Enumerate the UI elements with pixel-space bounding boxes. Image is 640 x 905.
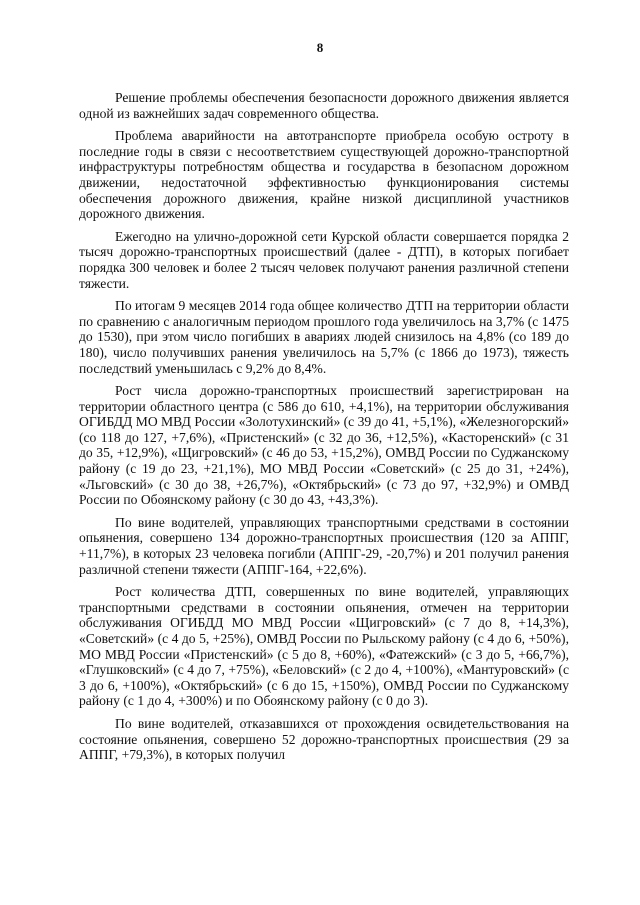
paragraph-nine-months-2014: По итогам 9 месяцев 2014 года общее количество ДТП на территории области по сравнению с аналогичным периодом прошлого года увеличилось на 3,7% (с 1475 до 1530), при этом число погибших в авариях людей снизилось на 4,8% (со 189 до 180), число получивших ранения увеличилось на 5,7% (с 1866 до 1973), тяжесть последствий уменьшилась с 9,2% до 8,4%. bbox=[79, 298, 569, 376]
page-number: 8 bbox=[316, 40, 324, 55]
paragraph-accident-rate-problem: Проблема аварийности на автотранспорте приобрела особую остроту в последние годы в связи с несоответствием существующей дорожно-транспортной инфраструктуры потребностям общества и государства в безопасном дорожном движении, недостаточной эффективностью функционирования системы обеспечения дорожного движения, крайне низкой дисциплиной участников дорожного движения. bbox=[79, 128, 569, 222]
paragraph-refused-testing: По вине водителей, отказавшихся от прохождения освидетельствования на состояние опьянения, совершено 52 дорожно-транспортных происшествия (29 за АППГ, +79,3%), в которых получил bbox=[79, 715, 569, 763]
paragraph-annual-statistics: Ежегодно на улично-дорожной сети Курской области совершается порядка 2 тысяч дорожно-транспортных происшествий (далее - ДТП), в которых погибает порядка 300 человек и более 2 тысяч человек получают ранения различной степени тяжести. bbox=[79, 228, 569, 291]
paragraph-drunk-drivers-by-district: Рост количества ДТП, совершенных по вине водителей, управляющих транспортными средствами в состоянии опьянения, отмечен на территории обслуживания ОГИБДД МО МВД России «Щигровский» (с 7 до 8, +14,3%), «Советский» (с 4 до 5, +25%), ОМВД России по Рыльскому району (с 4 до 6, +50%), МО МВД России «Пристенский» (с 5 до 8, +60%), «Фатежский» (с 3 до 5, +66,7%), «Глушковский» (с 4 до 7, +75%), «Беловский» (с 2 до 4, +100%), «Мантуровский» (с 3 до 6, +100%), «Октябрьский» (с 6 до 15, +150%), ОМВД России по Суджанскому району (с 1 до 4, +300%) и по Обоянскому району (с 0 до 3). bbox=[79, 584, 569, 709]
paragraph-drunk-drivers: По вине водителей, управляющих транспортными средствами в состоянии опьянения, совершено 134 дорожно-транспортных происшествия (120 за АППГ, +11,7%), в которых 23 человека погибли (АППГ-29, -20,7%) и 201 получил ранения различной степени тяжести (АППГ-164, +22,6%). bbox=[79, 514, 569, 577]
paragraph-growth-by-district: Рост числа дорожно-транспортных происшествий зарегистрирован на территории областного центра (с 586 до 610, +4,1%), на территории обслуживания ОГИБДД МО МВД России «Золотухинский» (с 39 до 41, +5,1%), «Железногорский» (со 118 до 127, +7,6%), «Пристенский» (с 32 до 36, +12,5%), «Касторенский» (с 31 до 35, +12,9%), «Щигровский» (с 46 до 53, +15,2%), ОМВД России по Суджанскому району (с 19 до 23, +21,1%), МО МВД России «Советский» (с 25 до 31, +24%), «Льговский» (с 30 до 38, +26,7%), «Октябрьский» (с 73 до 97, +32,9%) и ОМВД России по Обоянскому району (с 30 до 43, +43,3%). bbox=[79, 383, 569, 508]
paragraph-road-safety-problem: Решение проблемы обеспечения безопасности дорожного движения является одной из важнейших задач современного общества. bbox=[79, 90, 569, 121]
body-text bbox=[79, 90, 569, 763]
